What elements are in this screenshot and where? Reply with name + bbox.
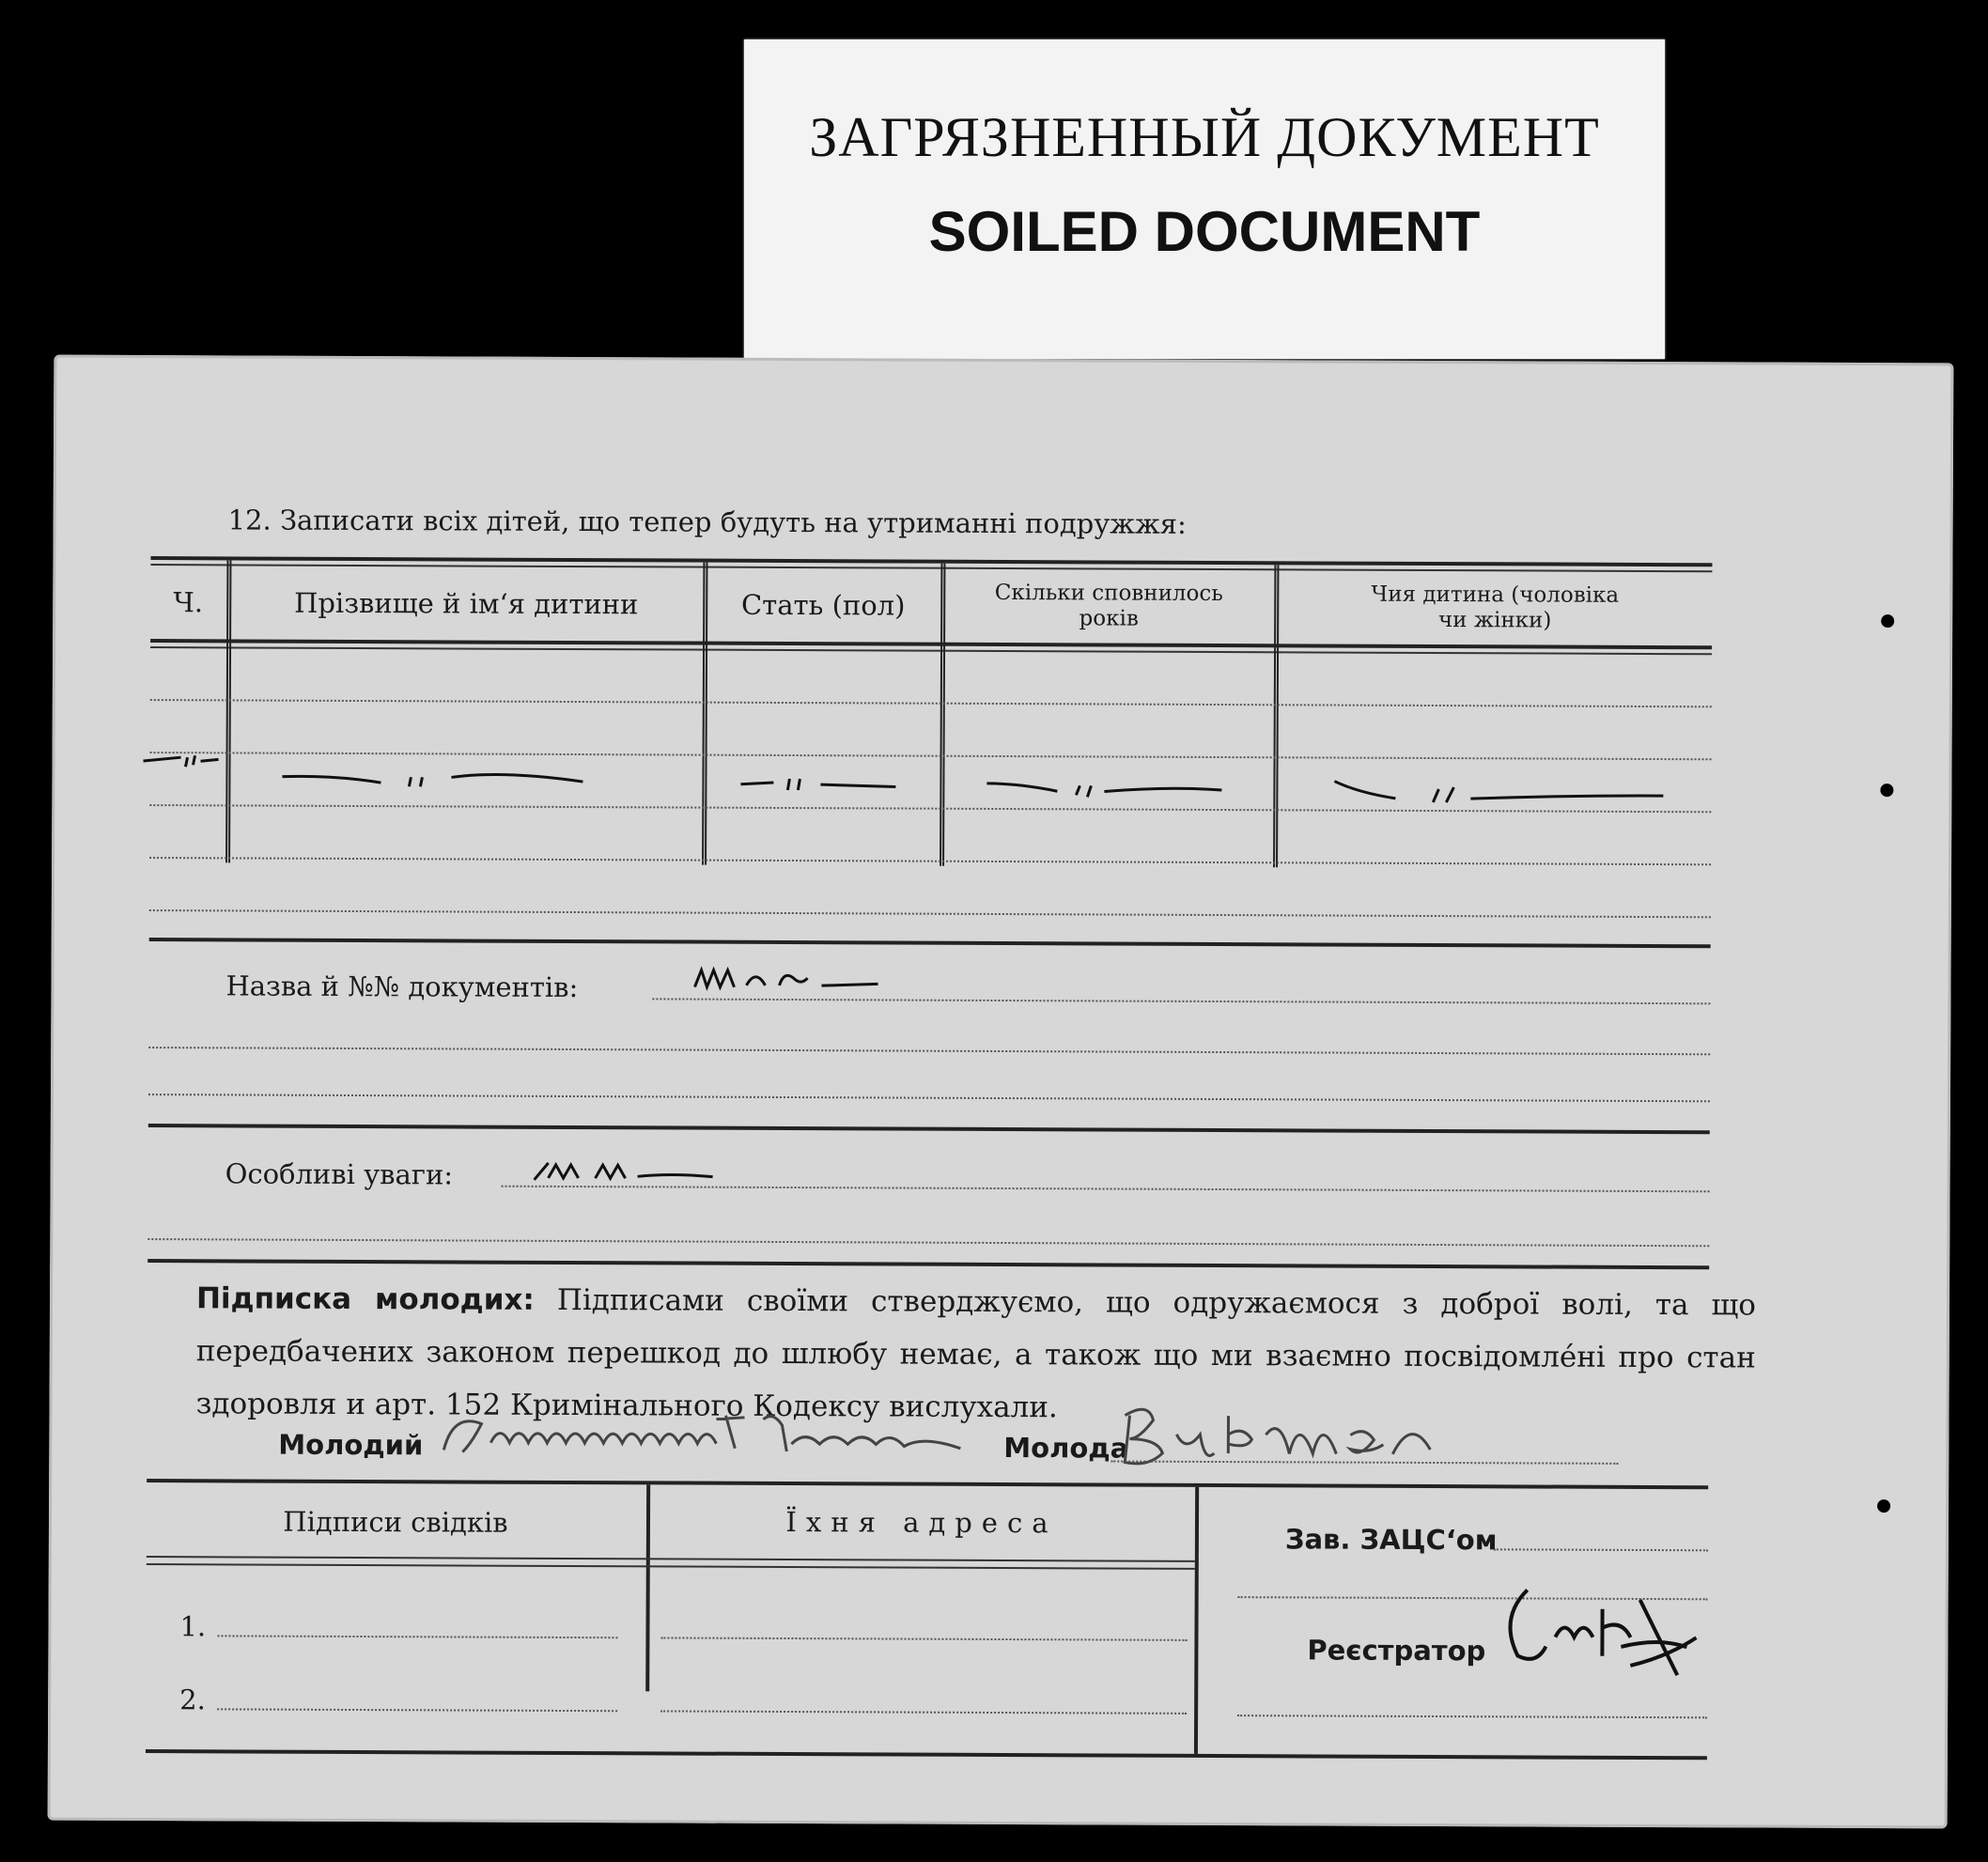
label-text-russian: ЗАГРЯЗНЕННЫЙ ДОКУМЕНТ [809,106,1600,168]
col-number-header: Ч. [173,586,204,619]
head-of-registry-label: Зав. ЗАЦС‘ом [1284,1523,1498,1557]
form-sheet [48,355,1954,1829]
soiled-document-label [744,39,1665,359]
handwritten-documents-entry [690,959,906,998]
section-12-heading: 12. Записати всіх дітей, що тепер будуть на утриманні подружжя: [227,504,1187,540]
groom-signature [434,1404,1035,1473]
handwritten-dash-parent [1329,774,1668,814]
handwritten-dash-name [277,760,587,799]
handwritten-dash-sex [736,771,905,800]
col-sex-header: Стать (пол) [740,588,906,622]
label-text-english: SOILED DOCUMENT [928,200,1481,263]
punch-hole [1880,784,1893,797]
groom-label: Молодий [278,1428,424,1462]
remarks-label: Особливі уваги: [225,1157,454,1191]
handwritten-remarks-entry [530,1152,718,1190]
col-age-header [945,581,1272,633]
witness-row-2-number: 2. [179,1684,206,1716]
witness-row-1-number: 1. [179,1610,207,1643]
handwritten-dash-age [982,772,1226,807]
punch-hole [1881,614,1894,628]
col-parent-header [1279,582,1711,634]
witness-signatures-header: Підписи свідків [283,1505,508,1539]
col-age-header-line1: Скільки сповнилось [994,580,1223,607]
registrar-signature [1489,1580,1705,1684]
col-parent-header-line2: чи жінки) [1437,608,1552,633]
handwritten-dash-number [138,750,223,778]
documents-label: Назва й №№ документів: [225,970,579,1004]
witness-address-header: Їхня адреса [785,1506,1058,1540]
registrar-label: Реєстратор [1307,1634,1486,1668]
col-name-header: Прізвище й ім‘я дитини [294,586,639,621]
declaration-text: Підписами своїми стверджуємо, що одружаємося з доброї волі, та що передбачених законом перешкод до шлюбу немає, а також що ми взаємно посвідомлéні про стан здоровля и арт. 152 Кримінального Кодексу вислухали. [195,1282,1757,1425]
col-parent-header-line1: Чия дитина (чоловіка [1371,582,1620,608]
bride-label: Молода [1003,1432,1129,1465]
declaration-title: Підписка молодих: [195,1281,535,1317]
col-age-header-line2: років [1079,606,1139,631]
punch-hole [1877,1499,1890,1513]
